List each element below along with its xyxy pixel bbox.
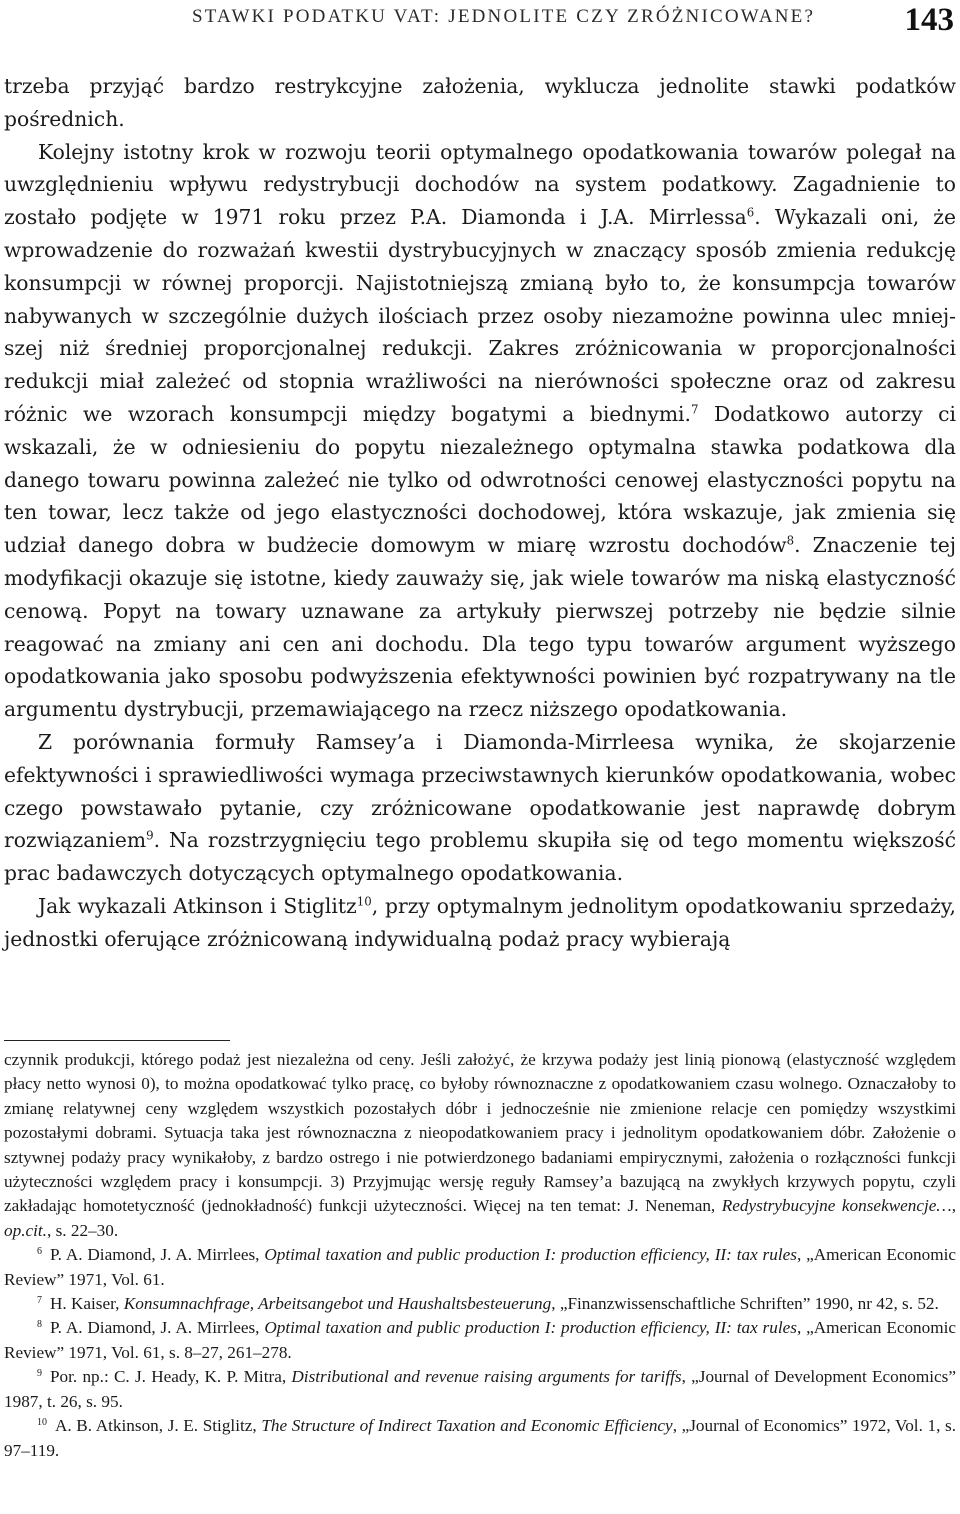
paragraph-diamond-mirrlees [4, 136, 956, 726]
footnote-ref-10[interactable]: 10 [356, 894, 372, 909]
footnote-text: czynnik produkcji, którego podaż jest niezależna od ceny. Jeśli założyć, że krzywa podaży jest linią pionową (elastyczność względem płacy netto wynosi 0), to można opodatkować tylko pracę, co byłoby równoznaczne z opodatkowaniem czasu wolnego. Oznaczałoby to zmianę relatywnej ceny względem wszystkich pozostałych dóbr i jednocześnie nie zmienione relacje cen pomiędzy wszystkimi pozostałymi dobrami. Sytuacja taka jest równoznaczna z nieopodatkowaniem pracy i jednolitym opodatkowaniem dóbr. Założenie o sztywnej podaży pracy wynikałoby, z bardzo ostrego i nie potwierdzonego badaniami empirycznymi, założenia o rozłączności funkcji użyteczności względem pracy i konsumpcji. 3) Przyjmując wersję reguły Ramsey’a bazującą na zwykłych krzywych popytu, czyli zakładając homotetyczność (jednokładność) funkcji użyteczności. Więcej na ten temat: J. Neneman, [4, 1050, 956, 1216]
footnote-9 [4, 1365, 956, 1414]
footnote-source: , „Journal of Economics” 1972, Vol. 1, s. 97–119. [4, 1416, 956, 1460]
paragraph-text: , przy optymalnym jednolitym opodatkowaniu sprzedaży, jednostki oferujące zróżnicowaną indywidualną podaż pracy wybierają [4, 893, 957, 951]
paragraph-text: trzeba przyjąć bardzo restrykcyjne założenia, wyklucza jednolite stawki podatków pośrednich. [4, 74, 956, 131]
paragraph-continued [4, 70, 956, 136]
footnote-authors: H. Kaiser, [49, 1294, 124, 1314]
footnote-title: Distributional and revenue raising arguments for tariffs [291, 1367, 682, 1387]
footnote-continued [4, 1048, 956, 1243]
footnote-text: , s. 22–30. [46, 1220, 119, 1240]
footnote-title: Konsumnachfrage, Arbeitsangebot und Haushaltsbesteuerung [123, 1294, 552, 1314]
footnote-separator [4, 1040, 230, 1041]
footnote-authors: A. B. Atkinson, J. E. Stiglitz, [54, 1416, 262, 1436]
footnote-title: Optimal taxation and public production I: production efficiency, II: tax rules [264, 1245, 797, 1265]
footnote-number: 7 [37, 1294, 42, 1306]
footnote-authors: P. A. Diamond, J. A. Mirrlees, [49, 1245, 265, 1265]
footnote-ref-8[interactable]: 8 [786, 533, 795, 548]
page-number: 143 [904, 2, 954, 38]
footnote-6 [4, 1243, 956, 1292]
paragraph-ramsey-comparison [4, 726, 956, 890]
footnote-source: , „Finanzwissenschaftliche Schriften” 1990, nr 42, s. 52. [551, 1294, 939, 1314]
footnote-text: , [951, 1196, 956, 1216]
footnote-authors: Por. np.: C. J. Heady, K. P. Mitra, [49, 1367, 292, 1387]
footnotes [4, 1048, 956, 1463]
paragraph-text: . Wykazali oni, że wprowadzenie do rozważań kwestii dystrybucyjnych w znaczący sposób zmienia redukcję konsumpcji w równej proporcji. Najistotniejszą zmianą było to, że konsumpcja towarów nabywanych w szczególnie dużych ilościach przez osoby niezamożne powinna ulec mniejszej niż średniej proporcjonalnej redukcji. Zakres zróżnicowania w proporcjonalności redukcji miał zależeć od stopnia wrażliwości na nierówności społeczne oraz od zakresu różnic we wzorach konsumpcji między bogatymi a biednymi. [4, 205, 956, 426]
footnote-number: 10 [37, 1416, 47, 1428]
paragraph-text: Jak wykazali Atkinson i Stiglitz [38, 893, 357, 918]
footnote-number: 6 [37, 1246, 42, 1258]
paragraph-text: . Na rozstrzygnięciu tego problemu skupiła się od tego momentu większość prac badawczych dotyczących optymalnego opodatkowania. [4, 828, 956, 886]
footnote-source: , „American Economic Review” 1971, Vol. 61. [4, 1245, 956, 1289]
footnote-title: The Structure of Indirect Taxation and Economic Efficiency [261, 1416, 673, 1436]
main-text [4, 70, 956, 956]
paragraph-text: Z porównania formuły Ramsey’a i Diamonda-Mirrleesa wynika, że skojarzenie efektywności i sprawiedliwości wymaga przeciwstawnych kierunków opodatkowania, wobec czego powstawało pytanie, czy zróżnicowane opodatkowanie jest naprawdę dobrym rozwiązaniem [4, 729, 956, 853]
footnote-title: Optimal taxation and public production I: production efficiency, II: tax rules [264, 1318, 797, 1338]
running-title: STAWKI PODATKU VAT: JEDNOLITE CZY ZRÓŻNICOWANE? [192, 6, 816, 27]
footnote-ref-9[interactable]: 9 [146, 829, 154, 844]
footnote-source: , „Journal of Development Economics” 1987, t. 26, s. 95. [4, 1367, 956, 1411]
paragraph-text: Kolejny istotny krok w rozwoju teorii optymalnego opodatkowania towarów polegał na uwzględnieniu wpływu redystrybucji dochodów na system podatkowy. Zagadnienie to zostało podjęte w 1971 roku przez P.A. Diamonda i J.A. Mirrlessa [4, 139, 956, 230]
paragraph-text: . Znaczenie tej modyfikacji okazuje się istotne, kiedy zauważy się, jak wiele towarów ma niską elastyczność cenową. Popyt na towary uznawane za artykuły pierwszej potrzeby nie będzie silnie reagować na zmiany ani cen ani dochodu. Dla tego typu towarów argument wyższego opodatkowania jako sposobu podwyższenia efektywności powinien być rozpatrywany na tle argumentu dystrybucji, przemawiającego na rzecz niższego opodatkowania. [4, 533, 957, 722]
paragraph-text: Dodatkowo autorzy ci wskazali, że w odniesieniu do popytu niezależnego optymalna stawka podatkowa dla danego towaru powinna zależeć nie tylko od odwrotności cenowej elastyczności popytu na ten towar, lecz także od jego elastyczności dochodowej, która wskazuje, jak zmienia się udział danego dobra w budżecie domowym w miarę wzrostu dochodów [4, 401, 956, 558]
paragraph-atkinson-stiglitz [4, 890, 956, 956]
footnote-8 [4, 1316, 956, 1365]
footnote-ref-6[interactable]: 6 [746, 205, 755, 220]
footnote-7 [4, 1292, 956, 1316]
footnote-opcit: op.cit. [4, 1220, 47, 1240]
footnote-number: 9 [37, 1368, 42, 1380]
footnote-authors: P. A. Diamond, J. A. Mirrlees, [49, 1318, 265, 1338]
footnote-number: 8 [37, 1319, 42, 1331]
footnote-source: , „American Economic Review” 1971, Vol. 61, s. 8–27, 261–278. [4, 1318, 956, 1362]
footnote-title: Redystrybucyjne konsekwencje… [721, 1196, 952, 1216]
footnote-ref-7[interactable]: 7 [690, 402, 699, 417]
running-header [4, 2, 956, 42]
footnote-10 [4, 1414, 956, 1463]
